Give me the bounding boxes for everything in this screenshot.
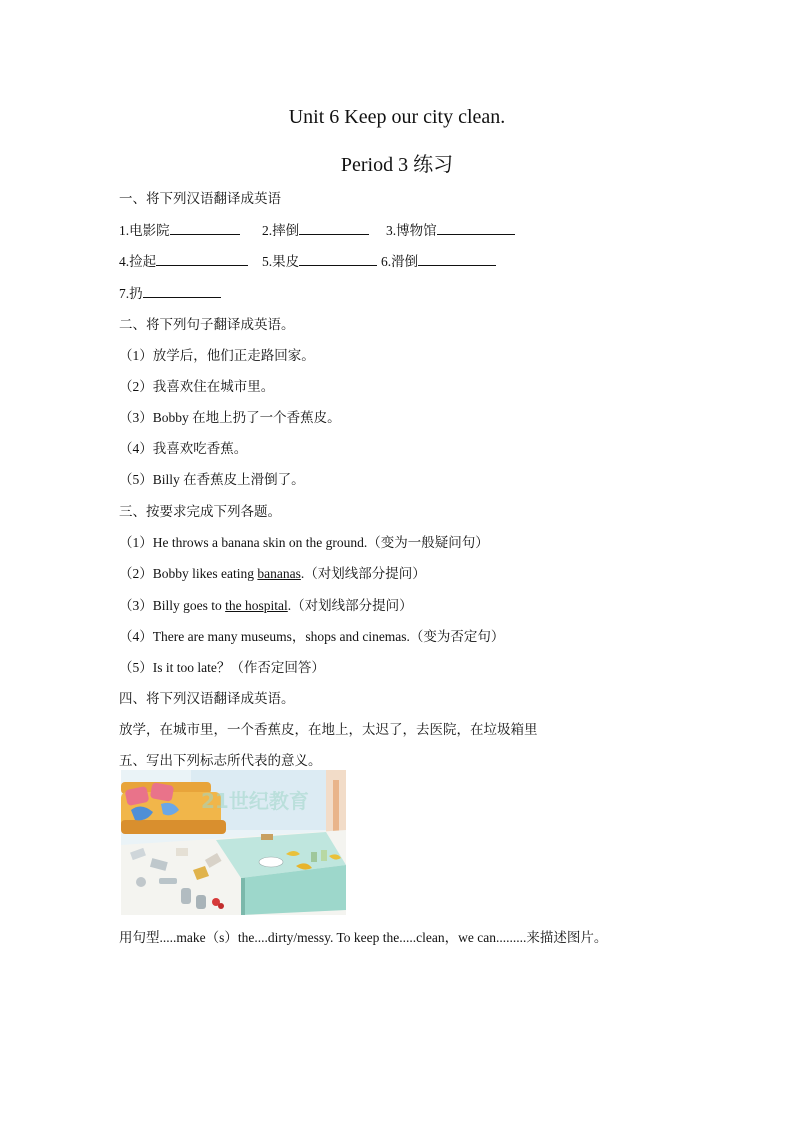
- vocab-item-4: 4.捡起: [119, 250, 248, 270]
- task-item-4: （4）There are many museums，shops and cinemas.（变为否定句）: [119, 629, 505, 644]
- section4-heading: 四、将下列汉语翻译成英语。: [119, 691, 295, 706]
- sentence-item-2: （2）我喜欢住在城市里。: [119, 379, 275, 394]
- sentence-item-4: （4）我喜欢吃香蕉。: [119, 441, 248, 456]
- section5-heading: 五、写出下列标志所代表的意义。: [119, 753, 322, 768]
- section3-heading: 三、按要求完成下列各题。: [119, 504, 281, 519]
- underlined-word: bananas: [257, 566, 301, 581]
- section4-text: 放学，在城市里，一个香蕉皮，在地上，太迟了，去医院，在垃圾箱里: [119, 722, 538, 737]
- messy-room-illustration: [121, 770, 346, 915]
- section1-heading: 一、将下列汉语翻译成英语: [119, 191, 281, 206]
- vocab-item-7: 7.扔: [119, 282, 221, 302]
- vocab-item-6: 6.滑倒: [381, 250, 496, 270]
- section5-instruction: 用句型.....make（s）the....dirty/messy. To keep the.....clean，we can.........来描述图片。: [119, 930, 608, 945]
- sentence-item-1: （1）放学后，他们正走路回家。: [119, 348, 315, 363]
- watermark-text: 21世纪教育: [201, 789, 309, 813]
- underlined-phrase: the hospital: [225, 598, 288, 613]
- sentence-item-3: （3）Bobby 在地上扔了一个香蕉皮。: [119, 410, 341, 425]
- page-subtitle: Period 3 练习: [340, 154, 454, 176]
- vocab-item-5: 5.果皮: [262, 250, 377, 270]
- task-item-3: （3）Billy goes to the hospital.（对划线部分提问）: [119, 598, 413, 613]
- task-item-1: （1）He throws a banana skin on the ground.（变为一般疑问句）: [119, 535, 489, 550]
- vocab-item-3: 3.博物馆: [386, 219, 515, 239]
- sentence-item-5: （5）Billy 在香蕉皮上滑倒了。: [119, 472, 305, 487]
- section2-heading: 二、将下列句子翻译成英语。: [119, 317, 295, 332]
- task-item-2: （2）Bobby likes eating bananas.（对划线部分提问）: [119, 566, 426, 581]
- page-title: Unit 6 Keep our city clean.: [288, 106, 506, 128]
- task-item-5: （5）Is it too late？（作否定回答）: [119, 660, 325, 675]
- vocab-item-2: 2.摔倒: [262, 219, 369, 239]
- vocab-item-1: 1.电影院: [119, 219, 240, 239]
